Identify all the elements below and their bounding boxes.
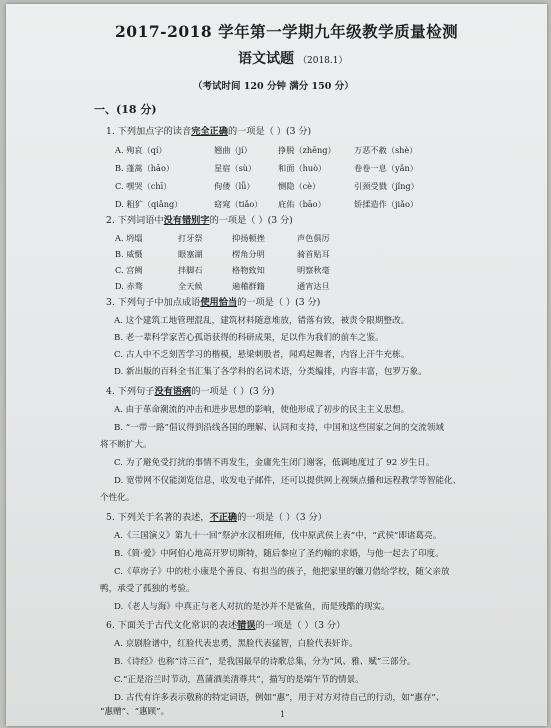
q3-stem-pre: 3. 下列句子中加点成语	[106, 297, 201, 308]
q4-stem-post: 的一项是（ ）(3 分)	[191, 386, 275, 397]
q2-option-c-3: 格物致知	[232, 265, 265, 275]
q5-option-b: B.《简·爱》中阿伯心地高开罗切斯特，随后参应了圣约翰的求婚，与他一起去了印度。	[114, 549, 444, 559]
q1-option-a-1: A. 殉哀（qí）	[115, 145, 167, 155]
q4-option-d: D. 宽带网不仅能浏览信息，收发电子邮件，还可以提供网上视频点播和远程教学等智能化、	[114, 476, 462, 486]
q1-option-c-2: 佝偻（lǚ）	[214, 181, 255, 191]
q2-option-a-4: 声色俱厉	[297, 233, 330, 243]
q6-stem-emphasis: 错误	[237, 620, 256, 631]
question-4-stem	[106, 387, 274, 397]
q1-option-a-2: 翘曲（jí）	[214, 145, 252, 155]
q1-option-b-4: 卷卷一息（yǎn）	[354, 163, 418, 173]
q2-option-a-2: 打牙祭	[178, 233, 203, 243]
q2-option-c-2: 拌脚石	[178, 265, 203, 275]
q1-option-d-2: 窈窕（tiǎo）	[214, 199, 263, 209]
q3-stem-post: 的一项是（ ）(3 分)	[237, 297, 321, 308]
q6-option-d: D. 古代有许多表示敬称的特定词语，例如“惠”，用于对方对待自己的行动，如“惠存”、	[114, 693, 445, 703]
q2-option-c-1: C. 宫阙	[115, 265, 143, 275]
q4-option-b-cont: 将不断扩大。	[100, 440, 152, 450]
q3-option-b: B. 老一辈科学家苦心孤诣获得的科研成果，足以作为我们的前车之鉴。	[114, 333, 384, 343]
section-1-heading: 一、(18 分)	[94, 103, 157, 116]
q3-stem-emphasis: 使用恰当	[200, 297, 238, 308]
question-5-stem	[106, 513, 327, 523]
q4-stem-emphasis: 没有语病	[154, 386, 192, 397]
q1-option-d-3: 庇佑（bāo）	[278, 199, 326, 209]
q2-option-b-2: 眼塞湖	[178, 249, 203, 259]
q1-stem-pre: 1. 下列加点字的读音	[106, 126, 192, 137]
q6-option-b: B.《诗经》也称“诗三百”，是我国最早的诗歌总集，分为“风、雅、赋”三部分。	[114, 657, 416, 667]
q6-option-c: C.“正是浴兰时节动，菖蒲酒美清尊共”，描写的是端午节的情景。	[114, 675, 364, 685]
q4-option-d-cont: 个性化。	[100, 493, 135, 503]
q2-option-b-3: 楞角分明	[232, 249, 265, 259]
q3-option-d: D. 新出版的百科全书汇集了各学科的名词术语，分类编排，内容丰富，包罗万象。	[114, 367, 427, 377]
q5-option-c-cont: 鸭，承受了孤独的考验。	[100, 584, 195, 594]
q4-option-a: A. 由于革命潮流的冲击和进步思想的影响，使他形成了初步的民主主义思想。	[114, 405, 410, 415]
q2-option-c-4: 明察秋毫	[297, 265, 330, 275]
q5-option-c: C.《草房子》中的杜小康是个善良、有担当的孩子，他把家里的镰刀借给学校，随父亲放	[114, 567, 450, 577]
question-6-stem	[106, 621, 345, 631]
q4-stem-pre: 4. 下列句子	[106, 386, 155, 397]
question-2-stem	[106, 216, 293, 226]
q2-option-d-1: D. 赤骛	[115, 281, 143, 291]
q2-option-b-1: B. 威慑	[115, 249, 143, 259]
exam-subtitle	[238, 51, 348, 67]
q2-option-a-1: A. 坍塌	[115, 233, 143, 243]
q5-option-d: D.《老人与海》中真正与老人对抗的是沙并不是鲨鱼，而是残酷的现实。	[114, 602, 390, 612]
q1-option-c-4: 引颈受戮（jǐng）	[354, 181, 419, 191]
q2-option-b-4: 骑首贴耳	[297, 249, 330, 259]
q1-option-c-3: 恻隐（cè）	[278, 181, 321, 191]
q6-stem-post: 的一项是（ ）（3 分）	[255, 620, 346, 631]
q6-option-a: A. 京剧脸谱中，红脸代表忠勇，黑脸代表猛智，白脸代表奸诈。	[114, 639, 358, 649]
q3-option-c: C. 古人中不乏刻苦学习的楷模，悬梁刺股者，闻鸡起舞者，内容上汗牛充栋。	[114, 350, 410, 360]
q1-option-c-1: C. 嘿哭（chī）	[115, 181, 172, 191]
question-3-stem	[106, 298, 320, 308]
q1-stem-post: 的一项是（ ）(3 分)	[227, 126, 312, 137]
q2-stem-pre: 2. 下列词语中	[106, 215, 164, 226]
q2-option-a-3: 抑扬顿挫	[232, 233, 265, 243]
q5-stem-post: 的一项是（ ）（3 分）	[237, 512, 327, 523]
q5-stem-pre: 5. 下列关于名著的表述，	[106, 512, 210, 523]
q2-option-d-4: 通宵达旦	[297, 281, 330, 291]
q4-option-b: B. “一带一路”倡议得到沿线各国的理解、认同和支持，中国和这些国家之间的交流领域	[114, 423, 444, 433]
q2-stem-post: 的一项是（ ）(3 分)	[209, 215, 293, 226]
q1-option-b-3: 和面（huò）	[278, 163, 327, 173]
exam-paper	[6, 4, 547, 726]
exam-info: （考试时间 120 分钟 满分 150 分）	[193, 81, 354, 92]
q4-option-c: C. 为了避免受打扰的事情不再发生，金庸先生闭门谢客，低调地度过了 92 岁生日。	[114, 458, 435, 468]
q3-option-a: A. 这个建筑工地管理混乱，建筑材料随意堆放，错落有致，被责令限期整改。	[114, 316, 410, 326]
q1-option-b-2: 星宿（sù）	[214, 163, 257, 173]
q1-option-a-4: 万恶不赦（shè）	[354, 145, 418, 155]
exam-date: （2018.1）	[298, 56, 348, 66]
q2-option-d-3: 遍稽群籍	[232, 281, 265, 291]
q2-option-d-2: 全天候	[178, 281, 203, 291]
exam-title: 2017-2018 学年第一学期九年级教学质量检测	[115, 22, 459, 41]
q5-option-a: A.《三国演义》第九十一回“祭泸水汉相班师，伐中原武侯上表”中，“武侯”即诸葛亮。	[114, 531, 442, 541]
q1-option-d-4: 矫揉造作（jiǎo）	[354, 199, 419, 209]
page-number: 1	[280, 710, 286, 719]
q1-stem-emphasis: 完全正确	[191, 126, 228, 137]
q6-stem-pre: 6. 下面关于古代文化常识的表述	[106, 620, 238, 631]
q6-option-d-cont: “惠赠”、“惠顾”。	[100, 707, 170, 717]
q5-stem-emphasis: 不正确	[209, 512, 238, 523]
question-1-stem	[106, 127, 311, 137]
q1-option-a-3: 挣脱（zhēng）	[278, 145, 336, 155]
subject-title: 语文试题	[238, 51, 294, 67]
q2-stem-emphasis: 没有错别字	[163, 215, 210, 226]
q1-option-b-1: B. 蓬蒿（hāo）	[115, 163, 175, 173]
q1-option-d-1: D. 粗犷（qiǎng）	[115, 199, 183, 209]
